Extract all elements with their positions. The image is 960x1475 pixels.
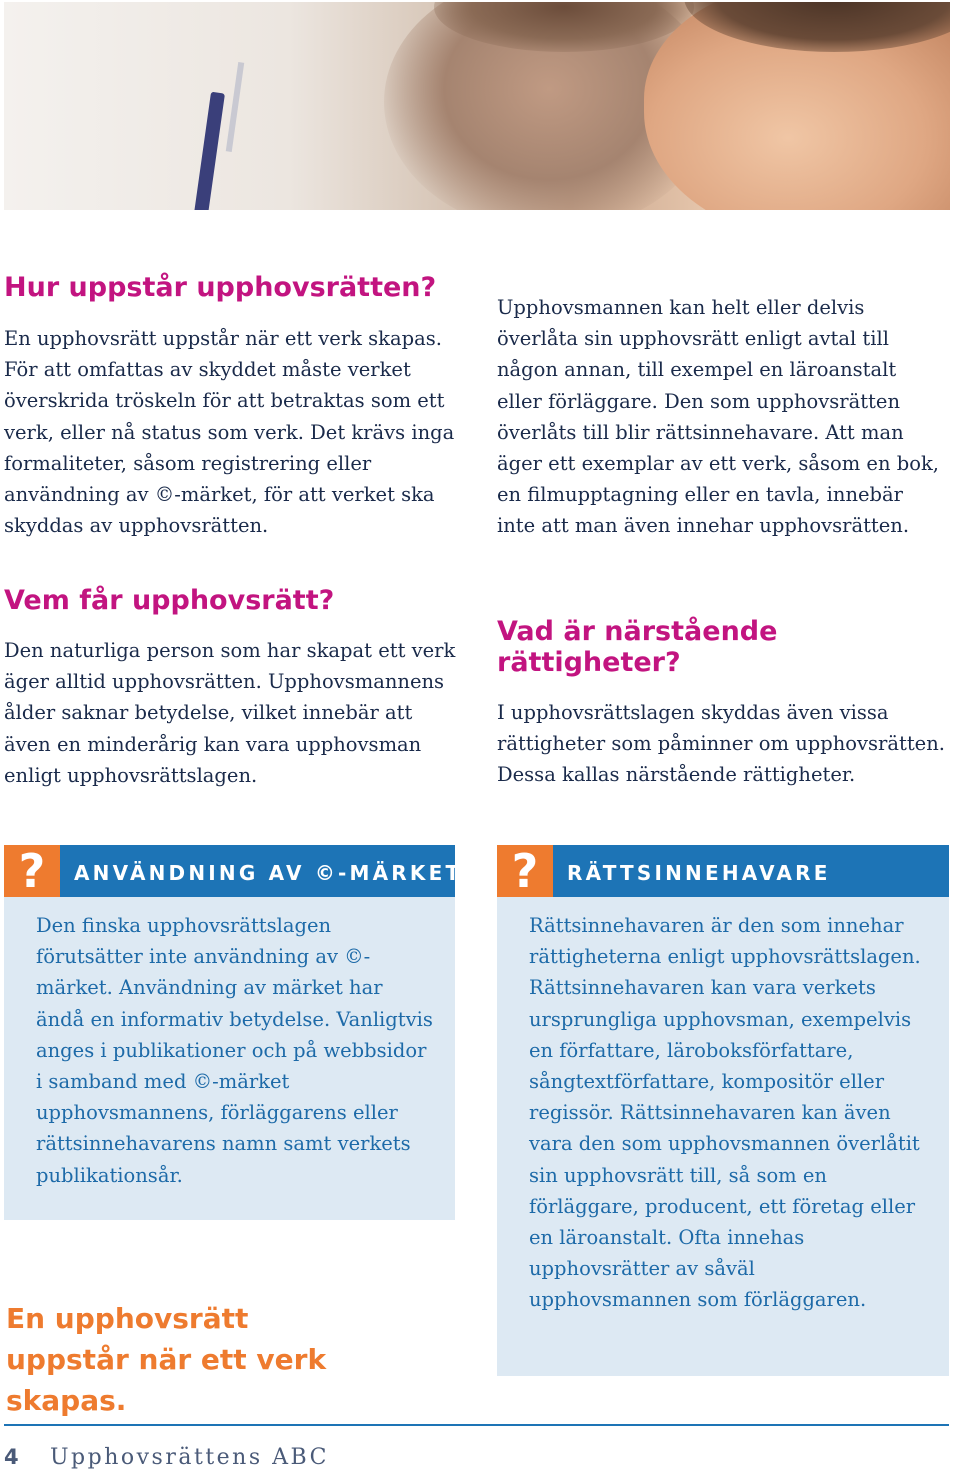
- photo-pen: [193, 92, 225, 210]
- question-mark-icon: ?: [497, 845, 553, 897]
- text-transfer-copyright: Upphovsmannen kan helt eller delvis överlåta sin upphovsrätt enligt avtal till någon annan, till exempel en läroanstalt eller förläggare. Den som upphovsrätten överlåts till blir rättsinnehavare. Att man äger ett exemplar av ett verk, såsom en bok, en filmupptagning eller en tavla, innebär inte att man även innehar upphovsrätten.: [497, 296, 939, 538]
- pull-quote: En upphovsrätt uppstår när ett verk skapas.: [6, 1302, 327, 1417]
- info-box-title: ANVÄNDNING AV ©-MÄRKET: [74, 861, 463, 885]
- header-photo: [4, 2, 950, 210]
- footer-divider: [4, 1424, 949, 1426]
- info-box-title: RÄTTSINNEHAVARE: [567, 861, 831, 885]
- info-box-rights-holder: [497, 845, 949, 1376]
- text-how-copyright-arises: En upphovsrätt uppstår när ett verk skapas. För att omfattas av skyddet måste verket överskrida tröskeln för att betraktas som ett verk, eller nå status som verk. Det krävs inga formaliteter, såsom registrering eller användning av ©-märket, för att verket ska skyddas av upphovsrätten.: [4, 327, 455, 538]
- text-who-gets-copyright: Den naturliga person som har skapat ett verk äger alltid upphovsrätten. Upphovsmannens ålder saknar betydelse, vilket innebär att även en minderårig kan vara upphovsman enligt upphovsrättslagen.: [4, 639, 456, 787]
- heading-who-gets-copyright: Vem får upphovsrätt?: [4, 585, 335, 616]
- text-related-rights: I upphovsrättslagen skyddas även vissa rättigheter som påminner om upphovsrätten. Dessa kallas närstående rättigheter.: [497, 701, 945, 787]
- photo-pen-blur: [226, 62, 244, 152]
- info-box-copyright-mark: [4, 844, 463, 1220]
- heading-how-copyright-arises: Hur uppstår upphovsrätten?: [4, 272, 437, 303]
- question-mark-icon: ?: [4, 845, 60, 897]
- info-box-text: Rättsinnehavaren är den som innehar rättigheterna enligt upphovsrättslagen. Rättsinnehavaren kan vara verkets ursprungliga upphovsman, exempelvis en författare, läroboksförfattare, sångtextförfattare, kompositör eller regissör. Rättsinnehavaren kan även vara den som upphovsmannen överlåtit sin upphovsrätt till, så som en förläggare, producent, ett företag eller en läroanstalt. Ofta innehas upphovsrätter av såväl upphovsmannen som förläggaren.: [529, 914, 921, 1312]
- heading-related-rights: Vad är närstående rättigheter?: [497, 616, 778, 678]
- publication-title: Upphovsrättens ABC: [50, 1445, 329, 1470]
- page-number: 4: [4, 1445, 19, 1469]
- info-box-text: Den finska upphovsrättslagen förutsätter inte användning av ©-märket. Användning av märket har ändå en informativ betydelse. Vanligtvis anges i publikationer och på webbsidor i samband med ©-märket upphovsmannens, förläggarens eller rättsinnehavarens namn samt verkets publikationsår.: [36, 914, 433, 1187]
